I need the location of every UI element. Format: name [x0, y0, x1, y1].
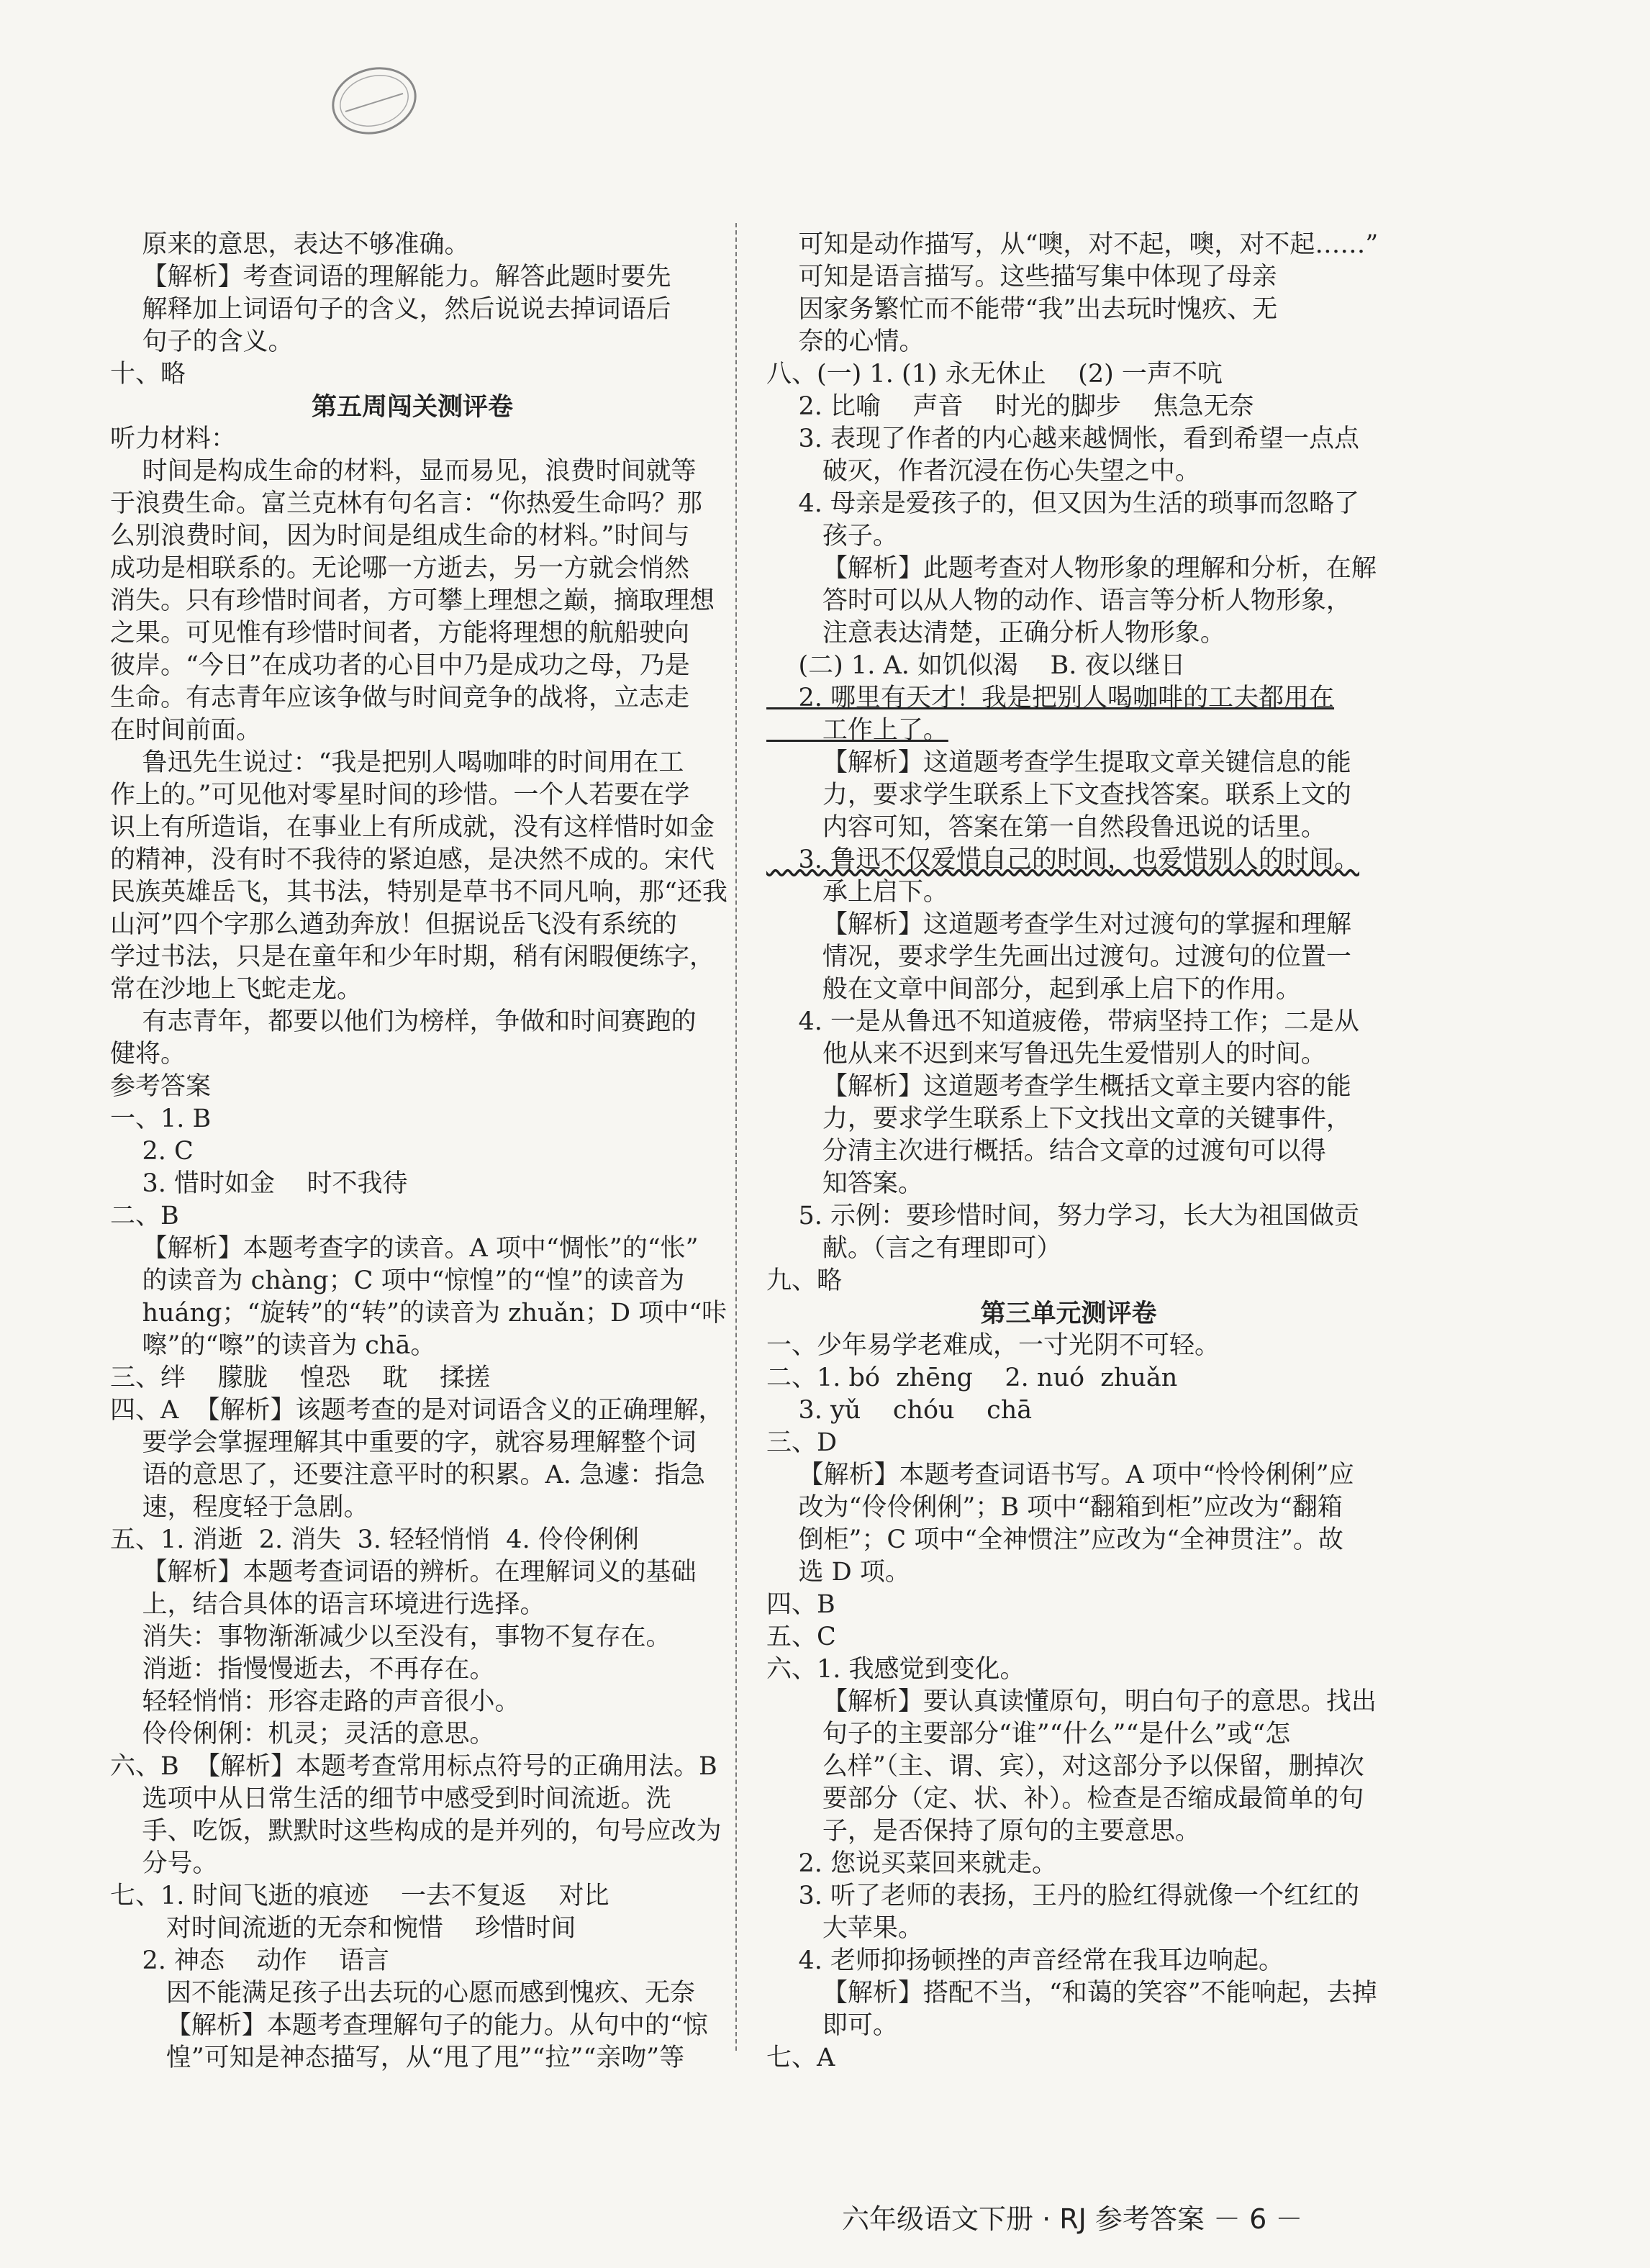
text-line: 大苹果。	[766, 1914, 923, 1943]
text-line: 之果。可见惟有珍惜时间者，方能将理想的航船驶向	[110, 619, 690, 648]
text-line: 彼岸。“今日”在成功者的心目中乃是成功之母，乃是	[110, 651, 690, 680]
text-line: 答时可以从人物的动作、语言等分析人物形象，	[766, 586, 1351, 615]
text-line: 四、B	[766, 1590, 835, 1619]
text-line: 上，结合具体的语言环境进行选择。	[110, 1590, 545, 1619]
text-line: 五、C	[766, 1623, 836, 1651]
column-divider	[735, 223, 737, 2051]
text-line: 原来的意思，表达不够准确。	[110, 230, 470, 259]
text-line: 因家务繁忙而不能带“我”出去玩时愧疚、无	[766, 295, 1278, 324]
text-line: 【解析】本题考查理解句子的能力。从句中的“惊	[110, 2011, 708, 2040]
text-line: 【解析】搭配不当，“和蔼的笑容”不能响起，去掉	[766, 1979, 1377, 2008]
text-line: 么样”（主、谓、宾），对这部分予以保留，删掉次	[766, 1752, 1364, 1781]
text-line: 手、吃饭，默默时这些构成的是并列的，句号应改为	[110, 1817, 722, 1846]
text-line: 【解析】考查词语的理解能力。解答此题时要先	[110, 263, 671, 291]
text-line: 生命。有志青年应该争做与时间竞争的战将，立志走	[110, 684, 690, 712]
text-line: 三、绊 朦胧 惶恐 耽 揉搓	[110, 1364, 491, 1392]
text-line: huáng；“旋转”的“转”的读音为 zhuǎn；D 项中“咔	[110, 1299, 727, 1328]
text-line: 3. 表现了作者的内心越来越惆怅，看到希望一点点	[766, 425, 1360, 453]
text-line: 【解析】此题考查对人物形象的理解和分析，在解	[766, 554, 1377, 583]
text-line: 5. 示例：要珍惜时间，努力学习，长大为祖国做贡	[766, 1202, 1360, 1230]
text-line: 情况，要求学生先画出过渡句。过渡句的位置一	[766, 943, 1351, 971]
text-line: 倒柜”；C 项中“全神惯注”应改为“全神贯注”。故	[766, 1525, 1343, 1554]
text-line: 健将。	[110, 1040, 186, 1069]
text-line: 二、B	[110, 1202, 179, 1230]
text-line: 时间是构成生命的材料，显而易见，浪费时间就等	[110, 457, 697, 486]
text-line: 轻轻悄悄：形容走路的声音很小。	[110, 1687, 520, 1716]
text-line: 3. 鲁迅不仅爱惜自己的时间，也爱惜别人的时间。	[766, 845, 1360, 874]
text-line: 于浪费生命。富兰克林有句名言：“你热爱生命吗？那	[110, 489, 702, 518]
text-line: 五、1. 消逝 2. 消失 3. 轻轻悄悄 4. 伶伶俐俐	[110, 1525, 639, 1554]
text-line: 的精神，没有时不我待的紧迫感，是决然不成的。宋代	[110, 845, 715, 874]
text-line: 伶伶俐俐：机灵；灵活的意思。	[110, 1720, 495, 1748]
text-line: 3. 听了老师的表扬，王丹的脸红得就像一个红红的	[766, 1882, 1360, 1910]
text-line: 改为“伶伶俐俐”；B 项中“翻箱到柜”应改为“翻箱	[766, 1493, 1343, 1522]
text-line: 【解析】本题考查词语的辨析。在理解词义的基础	[110, 1558, 697, 1587]
text-line: 2. 哪里有天才！我是把别人喝咖啡的工夫都用在	[766, 684, 1335, 712]
text-line: 可知是动作描写，从“噢，对不起，噢，对不起……”	[766, 230, 1379, 259]
text-line: 献。（言之有理即可）	[766, 1234, 1062, 1263]
text-line: 二、1. bó zhēng 2. nuó zhuǎn	[766, 1364, 1178, 1392]
text-line: 九、略	[766, 1266, 843, 1295]
text-line: 参考答案	[110, 1072, 212, 1101]
text-line: 【解析】本题考查词语书写。A 项中“怜怜俐俐”应	[766, 1461, 1354, 1489]
text-line: 他从来不迟到来写鲁迅先生爱惜别人的时间。	[766, 1040, 1326, 1069]
text-line: 在时间前面。	[110, 716, 262, 745]
text-line: 注意表达清楚，正确分析人物形象。	[766, 619, 1225, 648]
text-line: 嚓”的“嚓”的读音为 chā。	[110, 1331, 436, 1360]
text-line: 消失。只有珍惜时间者，方可攀上理想之巅，摘取理想	[110, 586, 715, 615]
text-line: 因不能满足孩子出去玩的心愿而感到愧疚、无奈	[110, 1979, 695, 2008]
text-line: 一、1. B	[110, 1104, 212, 1133]
text-line: 2. 您说买菜回来就走。	[766, 1849, 1058, 1878]
page-footer: 六年级语文下册 · RJ 参考答案 － 6 －	[842, 2203, 1303, 2235]
text-line: 力，要求学生联系上下文查找答案。联系上文的	[766, 781, 1351, 809]
text-line: 承上启下。	[766, 878, 948, 907]
text-line: 语的意思了，还要注意平时的积累。A. 急遽：指急	[110, 1461, 706, 1489]
text-line: 4. 母亲是爱孩子的，但又因为生活的琐事而忽略了	[766, 489, 1360, 518]
text-line: 成功是相联系的。无论哪一方逝去，另一方就会悄然	[110, 554, 690, 583]
text-line: 可知是语言描写。这些描写集中体现了母亲	[766, 263, 1277, 291]
text-line: 孩子。	[766, 522, 898, 550]
text-line: 选项中从日常生活的细节中感受到时间流逝。洗	[110, 1784, 671, 1813]
text-line: 七、1. 时间飞逝的痕迹 一去不复返 对比	[110, 1882, 609, 1910]
text-line: 选 D 项。	[766, 1558, 910, 1587]
text-line: 【解析】本题考查字的读音。A 项中“惆怅”的“怅”	[110, 1234, 699, 1263]
text-line: 奈的心情。	[766, 327, 925, 356]
text-line: 么别浪费时间，因为时间是组成生命的材料。”时间与	[110, 522, 690, 550]
text-line: 要学会掌握理解其中重要的字，就容易理解整个词	[110, 1428, 697, 1457]
text-line: 识上有所造诣，在事业上有所成就，没有这样惜时如金	[110, 813, 715, 842]
text-line: 【解析】这道题考查学生提取文章关键信息的能	[766, 748, 1351, 777]
stamp-seal	[327, 61, 421, 140]
text-line: 民族英雄岳飞，其书法，特别是草书不同凡响，那“还我	[110, 878, 727, 907]
text-line: 4. 老师抑扬顿挫的声音经常在我耳边响起。	[766, 1946, 1284, 1975]
text-line: 听力材料：	[110, 425, 237, 453]
text-line: 工作上了。	[766, 716, 948, 745]
text-line: 六、1. 我感觉到变化。	[766, 1655, 1025, 1684]
text-line: 常在沙地上飞蛇走龙。	[110, 975, 363, 1004]
text-line: 【解析】要认真读懂原句，明白句子的意思。找出	[766, 1687, 1377, 1716]
text-line: 解释加上词语句子的含义，然后说说去掉词语后	[110, 295, 671, 324]
text-line: 内容可知，答案在第一自然段鲁迅说的话里。	[766, 813, 1326, 842]
text-line: 七、A	[766, 2044, 835, 2072]
text-line: 速，程度轻于急剧。	[110, 1493, 369, 1522]
text-line: 消逝：指慢慢逝去，不再存在。	[110, 1655, 495, 1684]
text-line: 鲁迅先生说过：“我是把别人喝咖啡的时间用在工	[110, 748, 684, 777]
text-line: 2. 神态 动作 语言	[110, 1946, 390, 1975]
section-title: 第三单元测评卷	[980, 1299, 1157, 1328]
text-line: (二) 1. A. 如饥似渴 B. 夜以继日	[766, 651, 1186, 680]
text-line: 的读音为 chàng；C 项中“惊惶”的“惶”的读音为	[110, 1266, 685, 1295]
text-line: 分号。	[110, 1849, 218, 1878]
text-line: 三、D	[766, 1428, 838, 1457]
text-line: 分清主次进行概括。结合文章的过渡句可以得	[766, 1137, 1326, 1166]
section-title: 第五周闯关测评卷	[311, 392, 513, 422]
text-line: 学过书法，只是在童年和少年时期，稍有闲暇便练字，	[110, 943, 715, 971]
text-line: 惶”可知是神态描写，从“甩了甩”“拉”“亲吻”等	[110, 2044, 685, 2072]
text-line: 十、略	[110, 360, 186, 389]
right-column	[766, 229, 1379, 2074]
text-line: 有志青年，都要以他们为榜样，争做和时间赛跑的	[110, 1007, 697, 1036]
text-line: 般在文章中间部分，起到承上启下的作用。	[766, 975, 1301, 1004]
text-line: 八、(一) 1. (1) 永无休止 (2) 一声不吭	[766, 360, 1223, 389]
text-line: 句子的含义。	[110, 327, 294, 356]
text-line: 要部分（定、状、补）。检查是否缩成最简单的句	[766, 1784, 1364, 1813]
text-line: 知答案。	[766, 1169, 923, 1198]
text-line: 山河”四个字那么遒劲奔放！但据说岳飞没有系统的	[110, 910, 677, 939]
text-line: 句子的主要部分“谁”“什么”“是什么”或“怎	[766, 1720, 1291, 1748]
text-line: 3. yǔ chóu chā	[766, 1396, 1033, 1425]
text-line: 【解析】这道题考查学生概括文章主要内容的能	[766, 1072, 1351, 1101]
text-line: 消失：事物渐渐减少以至没有，事物不复存在。	[110, 1623, 671, 1651]
left-column	[110, 229, 727, 2074]
text-line: 即可。	[766, 2011, 898, 2040]
text-line: 2. C	[110, 1137, 194, 1166]
text-line: 一、少年易学老难成，一寸光阴不可轻。	[766, 1331, 1220, 1360]
text-line: 4. 一是从鲁迅不知道疲倦，带病坚持工作；二是从	[766, 1007, 1360, 1036]
text-line: 破灭，作者沉浸在伤心失望之中。	[766, 457, 1200, 486]
text-line: 对时间流逝的无奈和惋惜 珍惜时间	[110, 1914, 576, 1943]
text-line: 子，是否保持了原句的主要意思。	[766, 1817, 1200, 1846]
text-line: 六、B 【解析】本题考查常用标点符号的正确用法。B	[110, 1752, 717, 1781]
text-line: 力，要求学生联系上下文找出文章的关键事件，	[766, 1104, 1351, 1133]
text-line: 2. 比喻 声音 时光的脚步 焦急无奈	[766, 392, 1254, 421]
text-line: 3. 惜时如金 时不我待	[110, 1169, 408, 1198]
text-line: 作上的。”可见他对零星时间的珍惜。一个人若要在学	[110, 781, 690, 809]
text-line: 【解析】这道题考查学生对过渡句的掌握和理解	[766, 910, 1351, 939]
text-line: 四、A 【解析】该题考查的是对词语含义的正确理解，	[110, 1396, 724, 1425]
